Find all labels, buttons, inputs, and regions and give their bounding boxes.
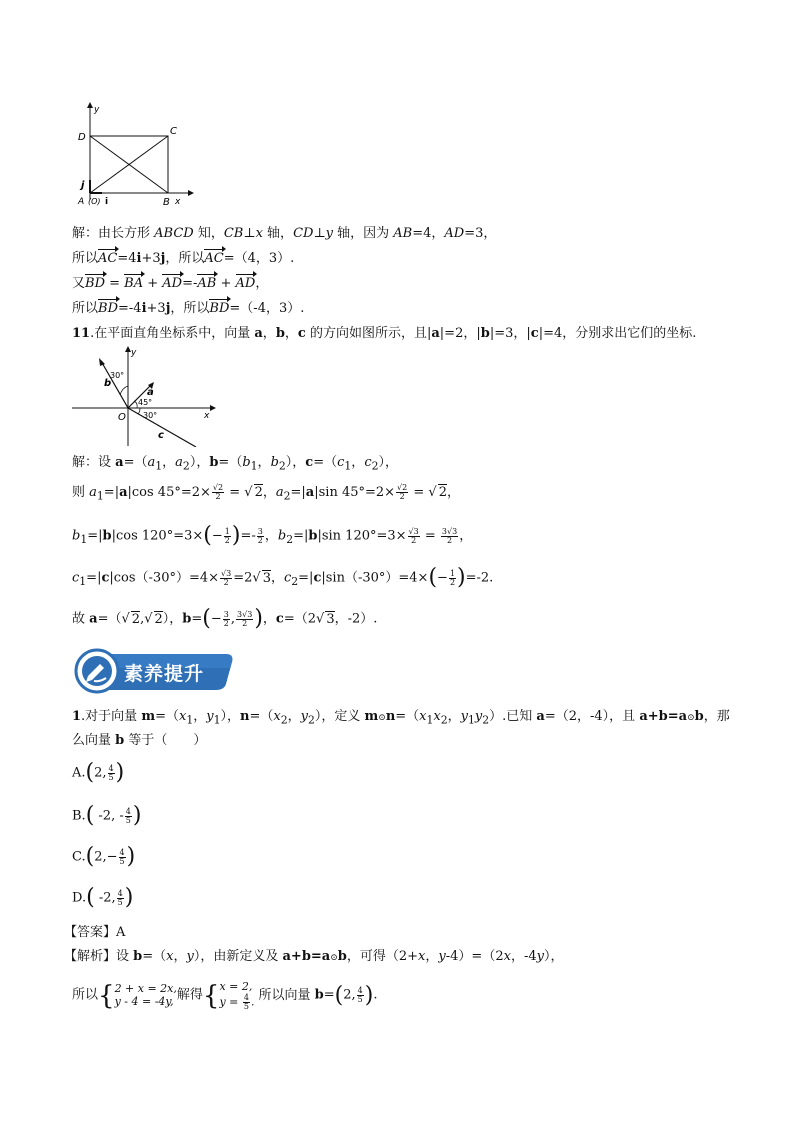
option-b[interactable]: B.( -2, - $\frac{4}{5}$ ) <box>72 803 142 828</box>
angle-30-b: 30° <box>110 371 125 380</box>
label-c: C <box>170 126 177 137</box>
solution11-line4: $c_1=|c|\cos(-30^\circ)=4\times$ $\frac{√3}{2}$ =2√ 3，$c_2=|c|\sin(-30^\circ)=4\times(-$ $\frac{1}{2}$ )=-2. <box>72 565 494 590</box>
pencil-book-icon <box>74 648 120 694</box>
problem1-line1: 1.对于向量 $m=(x_1$，$y_1$），$n=(x_2$，$y_2$），定义 $m⊙n=(x_1x_2$，$y_1y_2$）.已知 a=（2，-4），且 a+b=a⊙b，那 <box>72 709 730 727</box>
section-banner <box>76 650 236 692</box>
label-y: y <box>94 105 100 115</box>
label-x: x <box>204 411 210 421</box>
label-d: D <box>78 132 86 143</box>
label-o: O <box>118 412 126 423</box>
vectors-figure <box>68 342 223 447</box>
label-a: A <box>78 197 85 207</box>
solution11-line2: 则 $a_1=|a|\cos$ 45°=2× $\frac{√2}{2}$ = √ 2，$a_2=|a|\sin$ 45°=2× $\frac{√2}{2}$ = √ 2， <box>72 483 460 503</box>
answer-line: 【答案】A <box>64 925 126 940</box>
label-i: i <box>105 197 109 207</box>
solution10-line2: 所以AC=4i+3j，所以AC=（4，3）. <box>72 251 295 266</box>
label-o: (O) <box>88 197 101 206</box>
label-j: j <box>81 180 85 191</box>
angle-45-a: 45° <box>138 398 153 407</box>
problem1-line2: 么向量 b 等于（ ） <box>72 733 207 748</box>
solution10-line4: 所以BD=-4i+3j，所以BD=（-4，3）. <box>72 301 305 316</box>
label-x: x <box>175 197 181 207</box>
label-c: c <box>158 430 164 441</box>
solution10-line3: 又BD = BA + AD=-AB + AD， <box>72 276 269 291</box>
analysis-line2: 所以{ 2 + x = 2x, y - 4 = -4y, 解得{ x = 2, y = $\frac{4}{5}$ . 所以向量 b=(2, $\frac{4}{5}$ ). <box>72 980 378 1011</box>
rectangle-figure <box>70 100 200 212</box>
label-b: B <box>163 197 170 208</box>
label-b: b <box>104 378 112 389</box>
solution11-line1: 解：设 $a=(a_1$，$a_2$），$b=(b_1$，$b_2$），$c=(c_1$，$c_2$）， <box>72 455 398 473</box>
solution11-line3: $b_1=|b|\cos$ 120°=3×(− $\frac{1}{2}$ )=- $\frac{3}{2}$ ，$b_2=|b|\sin$ 120°=3× $\frac{√3}{2}$ = $\frac{3√3}{2}$ ， <box>72 523 473 548</box>
analysis-line1: 【解析】设 b=（x，y），由新定义及 a+b=a⊙b，可得（2+x，y-4）=（2x，-4y）， <box>64 949 564 964</box>
solution11-line5: 故 a=（√ 2,√ 2），b=(− $\frac{3}{2}$ , $\frac{3√3}{2}$ )，c=（2√ 3，-2）. <box>72 606 378 631</box>
angle-30-c: 30° <box>143 411 158 420</box>
question11-text: 11.在平面直角坐标系中，向量 a，b，c 的方向如图所示，且|a|=2，|b|=3，|c|=4，分别求出它们的坐标. <box>72 326 697 341</box>
option-c[interactable]: C.(2,− $\frac{4}{5}$ ) <box>72 844 136 869</box>
solution10-line1: 解：由长方形 ABCD 知，CB⊥x 轴，CD⊥y 轴，因为 AB=4，AD=3， <box>72 226 497 241</box>
option-a[interactable]: A.(2, $\frac{4}{5}$ ) <box>72 760 125 785</box>
label-a: a <box>147 387 154 398</box>
banner-title: 素养提升 <box>124 663 205 685</box>
option-d[interactable]: D.( -2, $\frac{4}{5}$ ) <box>72 885 134 910</box>
label-y: y <box>131 348 137 358</box>
